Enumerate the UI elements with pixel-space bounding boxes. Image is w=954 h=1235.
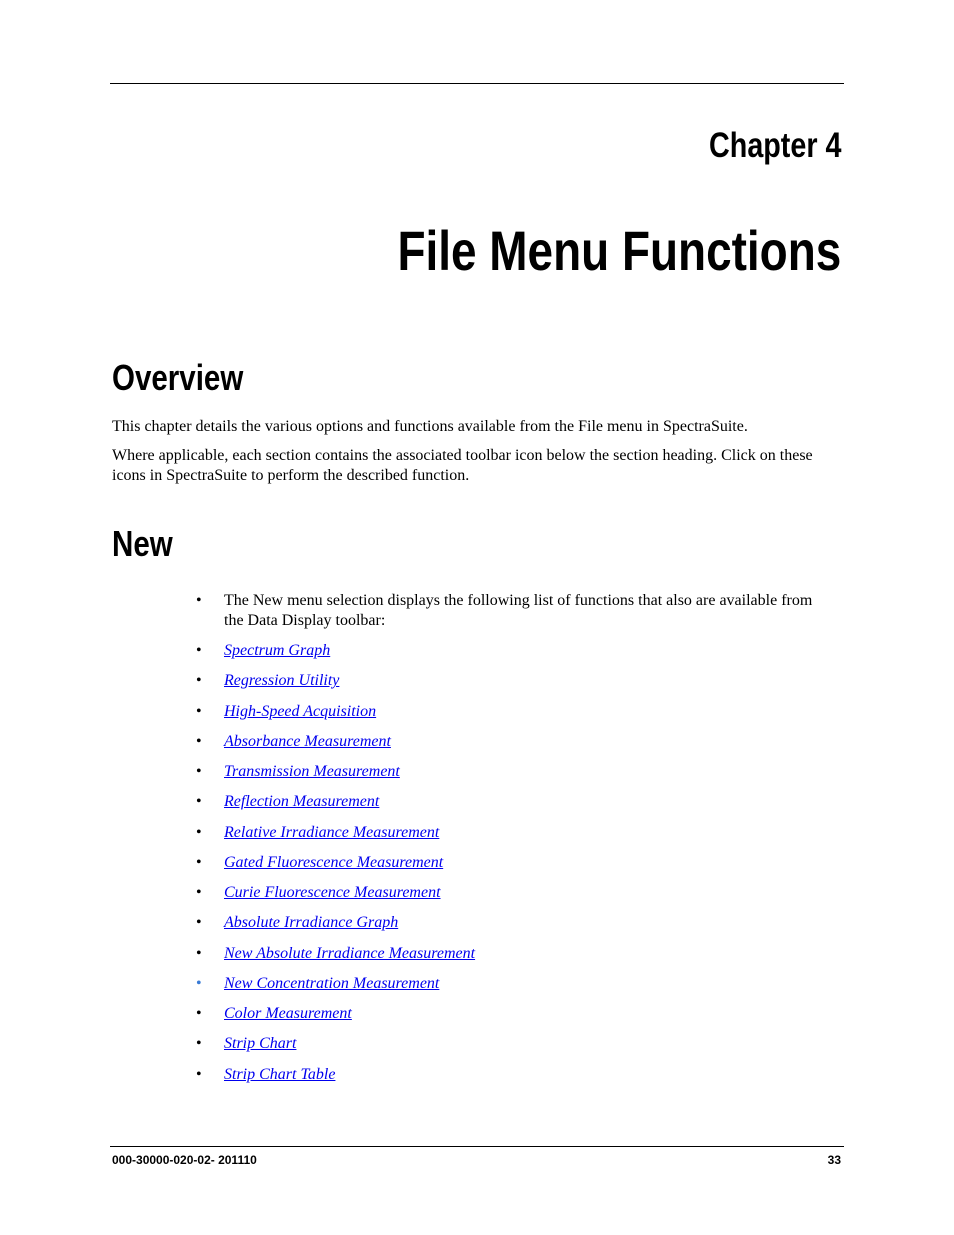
overview-paragraph-1: This chapter details the various options and functions available from the File menu in SpectraSuite. [112, 418, 748, 435]
link-spectrum-graph[interactable]: Spectrum Graph [224, 642, 331, 659]
link-gated-fluorescence-measurement[interactable]: Gated Fluorescence Measurement [224, 853, 444, 871]
link-transmission-measurement[interactable]: Transmission Measurement [224, 763, 400, 780]
bullet-icon: • [196, 914, 202, 932]
link-strip-chart[interactable]: Strip Chart [224, 1035, 297, 1053]
link-curie-fluorescence-measurement[interactable]: Curie Fluorescence Measurement [224, 884, 441, 901]
link-color-measurement[interactable]: Color Measurement [224, 1005, 352, 1022]
link-regression-utility[interactable]: Regression Utility [224, 672, 340, 690]
bullet-icon: • [196, 944, 202, 962]
bullet-icon: • [196, 732, 202, 750]
bullet-icon: • [196, 642, 202, 659]
link-absorbance-measurement[interactable]: Absorbance Measurement [224, 732, 391, 750]
header-rule [110, 83, 844, 84]
link-relative-irradiance-measurement[interactable]: Relative Irradiance Measurement [224, 823, 440, 841]
chapter-label: Chapter 4 [708, 126, 841, 165]
link-new-concentration-measurement[interactable]: New Concentration Measurement [224, 974, 440, 992]
bullet-icon: • [196, 884, 202, 901]
bullet-icon: • [196, 1065, 202, 1083]
bullet-icon: • [196, 592, 202, 609]
bullet-icon: • [196, 853, 202, 871]
bullet-icon: • [196, 672, 202, 690]
bullet-icon: • [196, 1005, 202, 1022]
footer-doc-number: 000-30000-020-02- 201110 [112, 1153, 257, 1167]
bullet-icon: • [196, 702, 202, 720]
overview-paragraph-2: Where applicable, each section contains the associated toolbar icon below the section heading. Click on these icons in SpectraSuite to perform the described function. [112, 447, 813, 484]
new-intro-text: The New menu selection displays the following list of functions that also are available from the Data Display toolbar: [224, 592, 813, 629]
bullet-icon: • [196, 1035, 202, 1053]
bullet-icon: • [196, 823, 202, 841]
link-absolute-irradiance-graph[interactable]: Absolute Irradiance Graph [224, 914, 399, 932]
link-high-speed-acquisition[interactable]: High-Speed Acquisition [224, 702, 377, 720]
link-new-absolute-irradiance-measurement[interactable]: New Absolute Irradiance Measurement [224, 944, 476, 962]
page-title: File Menu Functions [397, 219, 841, 282]
new-heading: New [112, 523, 173, 564]
bullet-icon: • [196, 793, 202, 811]
footer-page-number: 33 [827, 1153, 841, 1167]
bullet-icon: • [196, 974, 202, 992]
link-reflection-measurement[interactable]: Reflection Measurement [224, 793, 380, 811]
bullet-icon: • [196, 763, 202, 780]
footer-rule [110, 1146, 844, 1147]
overview-heading: Overview [112, 357, 244, 398]
link-strip-chart-table[interactable]: Strip Chart Table [224, 1065, 336, 1083]
